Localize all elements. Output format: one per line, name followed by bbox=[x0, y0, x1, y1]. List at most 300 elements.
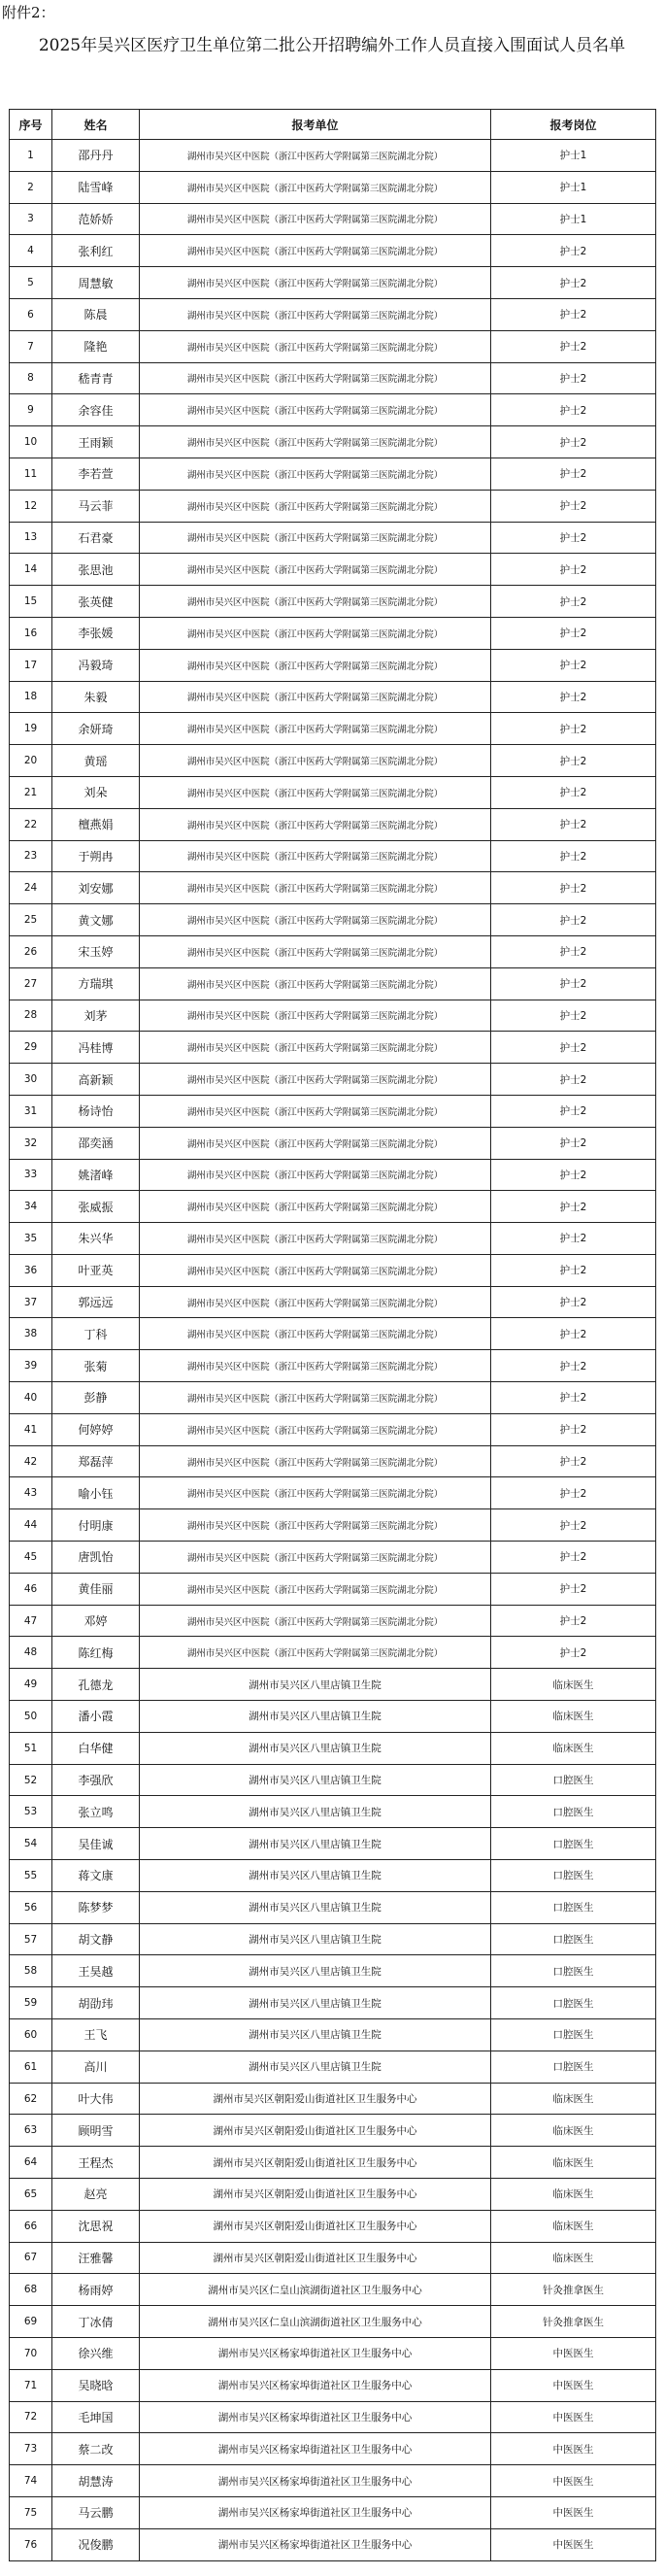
cell-no: 47 bbox=[10, 1605, 52, 1637]
cell-post: 口腔医生 bbox=[491, 2051, 656, 2083]
cell-no: 43 bbox=[10, 1477, 52, 1509]
cell-unit: 湖州市吴兴区朝阳爱山街道社区卫生服务中心 bbox=[140, 2147, 491, 2179]
cell-post: 护士2 bbox=[491, 649, 656, 681]
cell-no: 20 bbox=[10, 745, 52, 777]
table-row bbox=[10, 203, 656, 235]
cell-no: 62 bbox=[10, 2083, 52, 2115]
cell-name: 潘小霞 bbox=[52, 1701, 140, 1733]
cell-post: 护士2 bbox=[491, 1573, 656, 1605]
cell-no: 24 bbox=[10, 872, 52, 904]
table-row bbox=[10, 1095, 656, 1127]
cell-no: 31 bbox=[10, 1095, 52, 1127]
table-row bbox=[10, 840, 656, 872]
cell-name: 胡慧涛 bbox=[52, 2465, 140, 2497]
cell-post: 护士2 bbox=[491, 362, 656, 394]
cell-unit: 湖州市吴兴区中医院（浙江中医药大学附属第三医院湖北分院） bbox=[140, 1605, 491, 1637]
cell-unit: 湖州市吴兴区八里店镇卫生院 bbox=[140, 1828, 491, 1860]
table-row bbox=[10, 522, 656, 554]
cell-post: 护士2 bbox=[491, 1350, 656, 1382]
cell-name: 张思池 bbox=[52, 554, 140, 586]
cell-name: 朱兴华 bbox=[52, 1223, 140, 1255]
cell-unit: 湖州市吴兴区中医院（浙江中医药大学附属第三医院湖北分院） bbox=[140, 522, 491, 554]
cell-name: 于朔冉 bbox=[52, 840, 140, 872]
cell-name: 叶亚英 bbox=[52, 1254, 140, 1286]
cell-no: 32 bbox=[10, 1127, 52, 1159]
cell-post: 护士2 bbox=[491, 840, 656, 872]
cell-post: 护士2 bbox=[491, 1318, 656, 1350]
cell-no: 37 bbox=[10, 1286, 52, 1318]
cell-unit: 湖州市吴兴区中医院（浙江中医药大学附属第三医院湖北分院） bbox=[140, 1223, 491, 1255]
cell-post: 临床医生 bbox=[491, 2210, 656, 2242]
cell-name: 王飞 bbox=[52, 2019, 140, 2051]
table-row bbox=[10, 2528, 656, 2560]
table-row bbox=[10, 904, 656, 936]
table-row bbox=[10, 1732, 656, 1764]
table-row bbox=[10, 1860, 656, 1892]
cell-name: 沈思祝 bbox=[52, 2210, 140, 2242]
cell-no: 44 bbox=[10, 1509, 52, 1542]
cell-no: 72 bbox=[10, 2401, 52, 2433]
table-row bbox=[10, 1286, 656, 1318]
table-row bbox=[10, 1509, 656, 1542]
cell-unit: 湖州市吴兴区中医院（浙江中医药大学附属第三医院湖北分院） bbox=[140, 681, 491, 713]
table-row bbox=[10, 2051, 656, 2083]
cell-no: 52 bbox=[10, 1764, 52, 1796]
cell-name: 黄文娜 bbox=[52, 904, 140, 936]
cell-name: 张利红 bbox=[52, 235, 140, 267]
cell-post: 护士2 bbox=[491, 967, 656, 1000]
cell-post: 护士2 bbox=[491, 554, 656, 586]
cell-unit: 湖州市吴兴区八里店镇卫生院 bbox=[140, 1732, 491, 1764]
table-row bbox=[10, 362, 656, 394]
table-row bbox=[10, 1477, 656, 1509]
cell-no: 23 bbox=[10, 840, 52, 872]
cell-name: 刘朵 bbox=[52, 776, 140, 808]
cell-no: 46 bbox=[10, 1573, 52, 1605]
cell-no: 22 bbox=[10, 808, 52, 840]
cell-name: 余容佳 bbox=[52, 394, 140, 426]
cell-post: 护士2 bbox=[491, 1127, 656, 1159]
cell-unit: 湖州市吴兴区中医院（浙江中医药大学附属第三医院湖北分院） bbox=[140, 1477, 491, 1509]
cell-no: 50 bbox=[10, 1701, 52, 1733]
cell-name: 彭静 bbox=[52, 1382, 140, 1414]
cell-post: 护士2 bbox=[491, 586, 656, 618]
cell-unit: 湖州市吴兴区中医院（浙江中医药大学附属第三医院湖北分院） bbox=[140, 776, 491, 808]
cell-no: 28 bbox=[10, 1000, 52, 1032]
cell-no: 49 bbox=[10, 1669, 52, 1701]
cell-no: 29 bbox=[10, 1032, 52, 1064]
cell-post: 口腔医生 bbox=[491, 1923, 656, 1955]
cell-unit: 湖州市吴兴区中医院（浙江中医药大学附属第三医院湖北分院） bbox=[140, 203, 491, 235]
cell-unit: 湖州市吴兴区中医院（浙江中医药大学附属第三医院湖北分院） bbox=[140, 617, 491, 649]
cell-unit: 湖州市吴兴区中医院（浙江中医药大学附属第三医院湖北分院） bbox=[140, 649, 491, 681]
cell-no: 68 bbox=[10, 2274, 52, 2306]
cell-post: 临床医生 bbox=[491, 2147, 656, 2179]
cell-unit: 湖州市吴兴区八里店镇卫生院 bbox=[140, 1764, 491, 1796]
table-row bbox=[10, 426, 656, 458]
cell-post: 护士2 bbox=[491, 1095, 656, 1127]
cell-post: 护士2 bbox=[491, 267, 656, 299]
cell-name: 刘茅 bbox=[52, 1000, 140, 1032]
cell-name: 郑磊萍 bbox=[52, 1445, 140, 1477]
cell-post: 护士2 bbox=[491, 1223, 656, 1255]
table-row bbox=[10, 1542, 656, 1574]
cell-post: 护士2 bbox=[491, 1254, 656, 1286]
cell-no: 21 bbox=[10, 776, 52, 808]
cell-unit: 湖州市吴兴区朝阳爱山街道社区卫生服务中心 bbox=[140, 2083, 491, 2115]
cell-no: 34 bbox=[10, 1191, 52, 1223]
cell-post: 临床医生 bbox=[491, 1669, 656, 1701]
cell-unit: 湖州市吴兴区中医院（浙江中医药大学附属第三医院湖北分院） bbox=[140, 1573, 491, 1605]
cell-post: 护士2 bbox=[491, 808, 656, 840]
table-row bbox=[10, 330, 656, 362]
cell-no: 19 bbox=[10, 713, 52, 745]
cell-unit: 湖州市吴兴区中医院（浙江中医药大学附属第三医院湖北分院） bbox=[140, 840, 491, 872]
cell-name: 周慧敏 bbox=[52, 267, 140, 299]
cell-post: 临床医生 bbox=[491, 2115, 656, 2147]
cell-no: 30 bbox=[10, 1064, 52, 1096]
table-row bbox=[10, 2147, 656, 2179]
cell-name: 胡文静 bbox=[52, 1923, 140, 1955]
table-row bbox=[10, 1445, 656, 1477]
table-row bbox=[10, 2210, 656, 2242]
cell-unit: 湖州市吴兴区杨家埠街道社区卫生服务中心 bbox=[140, 2369, 491, 2401]
cell-post: 口腔医生 bbox=[491, 1860, 656, 1892]
table-row bbox=[10, 1573, 656, 1605]
cell-unit: 湖州市吴兴区中医院（浙江中医药大学附属第三医院湖北分院） bbox=[140, 394, 491, 426]
cell-name: 王程杰 bbox=[52, 2147, 140, 2179]
cell-name: 杨雨婷 bbox=[52, 2274, 140, 2306]
table-row bbox=[10, 2433, 656, 2465]
table-row bbox=[10, 1828, 656, 1860]
cell-name: 孔德龙 bbox=[52, 1669, 140, 1701]
cell-post: 护士2 bbox=[491, 1509, 656, 1542]
cell-no: 60 bbox=[10, 2019, 52, 2051]
cell-post: 口腔医生 bbox=[491, 2019, 656, 2051]
table-row bbox=[10, 267, 656, 299]
cell-post: 中医医生 bbox=[491, 2369, 656, 2401]
cell-unit: 湖州市吴兴区中医院（浙江中医药大学附属第三医院湖北分院） bbox=[140, 1382, 491, 1414]
table-row bbox=[10, 808, 656, 840]
table-row bbox=[10, 2179, 656, 2211]
cell-post: 护士2 bbox=[491, 235, 656, 267]
table-row bbox=[10, 2242, 656, 2274]
cell-name: 邵奕涵 bbox=[52, 1127, 140, 1159]
cell-name: 汪雅馨 bbox=[52, 2242, 140, 2274]
cell-unit: 湖州市吴兴区中医院（浙江中医药大学附属第三医院湖北分院） bbox=[140, 1191, 491, 1223]
cell-unit: 湖州市吴兴区中医院（浙江中医药大学附属第三医院湖北分院） bbox=[140, 1542, 491, 1574]
cell-unit: 湖州市吴兴区仁皇山滨湖街道社区卫生服务中心 bbox=[140, 2306, 491, 2338]
cell-name: 范娇娇 bbox=[52, 203, 140, 235]
cell-unit: 湖州市吴兴区中医院（浙江中医药大学附属第三医院湖北分院） bbox=[140, 362, 491, 394]
cell-post: 口腔医生 bbox=[491, 1891, 656, 1923]
cell-unit: 湖州市吴兴区中医院（浙江中医药大学附属第三医院湖北分院） bbox=[140, 1000, 491, 1032]
cell-no: 33 bbox=[10, 1159, 52, 1191]
cell-unit: 湖州市吴兴区中医院（浙江中医药大学附属第三医院湖北分院） bbox=[140, 1509, 491, 1542]
table-row bbox=[10, 2115, 656, 2147]
cell-no: 8 bbox=[10, 362, 52, 394]
cell-no: 67 bbox=[10, 2242, 52, 2274]
table-row bbox=[10, 458, 656, 490]
cell-no: 13 bbox=[10, 522, 52, 554]
cell-post: 护士2 bbox=[491, 298, 656, 330]
attachment-label: 附件2： bbox=[2, 4, 55, 21]
cell-post: 护士1 bbox=[491, 171, 656, 203]
cell-no: 48 bbox=[10, 1637, 52, 1669]
cell-unit: 湖州市吴兴区八里店镇卫生院 bbox=[140, 1923, 491, 1955]
cell-post: 中医医生 bbox=[491, 2401, 656, 2433]
cell-unit: 湖州市吴兴区中医院（浙江中医药大学附属第三医院湖北分院） bbox=[140, 1064, 491, 1096]
cell-unit: 湖州市吴兴区中医院（浙江中医药大学附属第三医院湖北分院） bbox=[140, 586, 491, 618]
table-row bbox=[10, 2274, 656, 2306]
cell-post: 护士2 bbox=[491, 1542, 656, 1574]
cell-no: 15 bbox=[10, 586, 52, 618]
cell-unit: 湖州市吴兴区朝阳爱山街道社区卫生服务中心 bbox=[140, 2242, 491, 2274]
cell-name: 李强欣 bbox=[52, 1764, 140, 1796]
cell-unit: 湖州市吴兴区中医院（浙江中医药大学附属第三医院湖北分院） bbox=[140, 490, 491, 522]
cell-post: 护士2 bbox=[491, 745, 656, 777]
column-header-unit: 报考单位 bbox=[140, 110, 491, 140]
cell-post: 针灸推拿医生 bbox=[491, 2274, 656, 2306]
cell-no: 2 bbox=[10, 171, 52, 203]
cell-unit: 湖州市吴兴区中医院（浙江中医药大学附属第三医院湖北分院） bbox=[140, 1413, 491, 1445]
cell-post: 护士2 bbox=[491, 1000, 656, 1032]
cell-post: 中医医生 bbox=[491, 2337, 656, 2369]
table-row bbox=[10, 140, 656, 172]
cell-name: 黄瑶 bbox=[52, 745, 140, 777]
cell-name: 蒋文康 bbox=[52, 1860, 140, 1892]
cell-name: 高川 bbox=[52, 2051, 140, 2083]
cell-name: 陈红梅 bbox=[52, 1637, 140, 1669]
cell-unit: 湖州市吴兴区中医院（浙江中医药大学附属第三医院湖北分院） bbox=[140, 1254, 491, 1286]
cell-unit: 湖州市吴兴区中医院（浙江中医药大学附属第三医院湖北分院） bbox=[140, 330, 491, 362]
cell-unit: 湖州市吴兴区中医院（浙江中医药大学附属第三医院湖北分院） bbox=[140, 1095, 491, 1127]
cell-post: 口腔医生 bbox=[491, 1987, 656, 2019]
table-row bbox=[10, 2019, 656, 2051]
cell-unit: 湖州市吴兴区中医院（浙江中医药大学附属第三医院湖北分院） bbox=[140, 745, 491, 777]
table-row bbox=[10, 1891, 656, 1923]
table-row bbox=[10, 617, 656, 649]
table-row bbox=[10, 554, 656, 586]
table-row bbox=[10, 1127, 656, 1159]
cell-unit: 湖州市吴兴区中医院（浙江中医药大学附属第三医院湖北分院） bbox=[140, 554, 491, 586]
cell-post: 护士2 bbox=[491, 394, 656, 426]
cell-post: 临床医生 bbox=[491, 1732, 656, 1764]
cell-post: 护士2 bbox=[491, 1064, 656, 1096]
cell-no: 71 bbox=[10, 2369, 52, 2401]
cell-name: 王昊越 bbox=[52, 1955, 140, 1987]
cell-no: 39 bbox=[10, 1350, 52, 1382]
table-header-row bbox=[10, 110, 656, 140]
cell-name: 李张媛 bbox=[52, 617, 140, 649]
cell-no: 36 bbox=[10, 1254, 52, 1286]
table-row bbox=[10, 872, 656, 904]
table-row bbox=[10, 1223, 656, 1255]
cell-no: 64 bbox=[10, 2147, 52, 2179]
cell-post: 口腔医生 bbox=[491, 1764, 656, 1796]
cell-name: 张菊 bbox=[52, 1350, 140, 1382]
cell-unit: 湖州市吴兴区杨家埠街道社区卫生服务中心 bbox=[140, 2465, 491, 2497]
cell-no: 27 bbox=[10, 967, 52, 1000]
cell-no: 65 bbox=[10, 2179, 52, 2211]
cell-unit: 湖州市吴兴区杨家埠街道社区卫生服务中心 bbox=[140, 2496, 491, 2528]
table-row bbox=[10, 235, 656, 267]
cell-no: 63 bbox=[10, 2115, 52, 2147]
cell-name: 叶大伟 bbox=[52, 2083, 140, 2115]
table-row bbox=[10, 1413, 656, 1445]
table-row bbox=[10, 1382, 656, 1414]
cell-unit: 湖州市吴兴区中医院（浙江中医药大学附属第三医院湖北分院） bbox=[140, 140, 491, 172]
table-row bbox=[10, 1701, 656, 1733]
cell-unit: 湖州市吴兴区中医院（浙江中医药大学附属第三医院湖北分院） bbox=[140, 1318, 491, 1350]
cell-no: 73 bbox=[10, 2433, 52, 2465]
cell-no: 25 bbox=[10, 904, 52, 936]
cell-unit: 湖州市吴兴区八里店镇卫生院 bbox=[140, 1891, 491, 1923]
cell-post: 护士2 bbox=[491, 490, 656, 522]
cell-no: 4 bbox=[10, 235, 52, 267]
cell-name: 隆艳 bbox=[52, 330, 140, 362]
cell-no: 69 bbox=[10, 2306, 52, 2338]
cell-post: 口腔医生 bbox=[491, 1955, 656, 1987]
cell-unit: 湖州市吴兴区杨家埠街道社区卫生服务中心 bbox=[140, 2433, 491, 2465]
cell-no: 10 bbox=[10, 426, 52, 458]
cell-post: 护士2 bbox=[491, 1159, 656, 1191]
table-row bbox=[10, 171, 656, 203]
document-title: 2025年吴兴区医疗卫生单位第二批公开招聘编外工作人员直接入围面试人员名单 bbox=[38, 36, 626, 55]
cell-no: 74 bbox=[10, 2465, 52, 2497]
cell-no: 26 bbox=[10, 935, 52, 967]
cell-unit: 湖州市吴兴区朝阳爱山街道社区卫生服务中心 bbox=[140, 2115, 491, 2147]
cell-unit: 湖州市吴兴区中医院（浙江中医药大学附属第三医院湖北分院） bbox=[140, 171, 491, 203]
cell-name: 何婷婷 bbox=[52, 1413, 140, 1445]
cell-name: 刘安娜 bbox=[52, 872, 140, 904]
cell-no: 14 bbox=[10, 554, 52, 586]
cell-no: 59 bbox=[10, 1987, 52, 2019]
cell-no: 5 bbox=[10, 267, 52, 299]
table-row bbox=[10, 935, 656, 967]
cell-no: 57 bbox=[10, 1923, 52, 1955]
cell-name: 张英健 bbox=[52, 586, 140, 618]
cell-unit: 湖州市吴兴区中医院（浙江中医药大学附属第三医院湖北分院） bbox=[140, 808, 491, 840]
cell-unit: 湖州市吴兴区中医院（浙江中医药大学附属第三医院湖北分院） bbox=[140, 235, 491, 267]
table-row bbox=[10, 298, 656, 330]
cell-unit: 湖州市吴兴区朝阳爱山街道社区卫生服务中心 bbox=[140, 2210, 491, 2242]
cell-no: 3 bbox=[10, 203, 52, 235]
cell-unit: 湖州市吴兴区中医院（浙江中医药大学附属第三医院湖北分院） bbox=[140, 1350, 491, 1382]
table-row bbox=[10, 2306, 656, 2338]
cell-post: 护士2 bbox=[491, 872, 656, 904]
cell-name: 檀燕娟 bbox=[52, 808, 140, 840]
table-row bbox=[10, 1764, 656, 1796]
cell-unit: 湖州市吴兴区八里店镇卫生院 bbox=[140, 1669, 491, 1701]
cell-unit: 湖州市吴兴区八里店镇卫生院 bbox=[140, 1860, 491, 1892]
cell-post: 护士2 bbox=[491, 1382, 656, 1414]
cell-post: 护士2 bbox=[491, 426, 656, 458]
cell-unit: 湖州市吴兴区八里店镇卫生院 bbox=[140, 1701, 491, 1733]
cell-post: 口腔医生 bbox=[491, 1828, 656, 1860]
cell-post: 中医医生 bbox=[491, 2528, 656, 2560]
cell-unit: 湖州市吴兴区中医院（浙江中医药大学附属第三医院湖北分院） bbox=[140, 1159, 491, 1191]
cell-name: 黄佳丽 bbox=[52, 1573, 140, 1605]
cell-name: 喻小钰 bbox=[52, 1477, 140, 1509]
cell-unit: 湖州市吴兴区中医院（浙江中医药大学附属第三医院湖北分院） bbox=[140, 426, 491, 458]
cell-post: 护士2 bbox=[491, 904, 656, 936]
table-row bbox=[10, 1350, 656, 1382]
table-row bbox=[10, 1669, 656, 1701]
cell-unit: 湖州市吴兴区中医院（浙江中医药大学附属第三医院湖北分院） bbox=[140, 713, 491, 745]
table-row bbox=[10, 1159, 656, 1191]
cell-no: 61 bbox=[10, 2051, 52, 2083]
column-header-post: 报考岗位 bbox=[491, 110, 656, 140]
table-row bbox=[10, 776, 656, 808]
cell-post: 护士2 bbox=[491, 1605, 656, 1637]
cell-name: 赵亮 bbox=[52, 2179, 140, 2211]
cell-unit: 湖州市吴兴区中医院（浙江中医药大学附属第三医院湖北分院） bbox=[140, 935, 491, 967]
cell-unit: 湖州市吴兴区杨家埠街道社区卫生服务中心 bbox=[140, 2337, 491, 2369]
cell-name: 徐兴维 bbox=[52, 2337, 140, 2369]
cell-name: 唐凯怡 bbox=[52, 1542, 140, 1574]
cell-unit: 湖州市吴兴区中医院（浙江中医药大学附属第三医院湖北分院） bbox=[140, 872, 491, 904]
cell-unit: 湖州市吴兴区中医院（浙江中医药大学附属第三医院湖北分院） bbox=[140, 904, 491, 936]
table-row bbox=[10, 745, 656, 777]
cell-no: 54 bbox=[10, 1828, 52, 1860]
cell-name: 陈梦梦 bbox=[52, 1891, 140, 1923]
cell-name: 杨诗怡 bbox=[52, 1095, 140, 1127]
table-row bbox=[10, 1191, 656, 1223]
cell-name: 嵇青青 bbox=[52, 362, 140, 394]
cell-name: 余妍琦 bbox=[52, 713, 140, 745]
cell-name: 顾明雪 bbox=[52, 2115, 140, 2147]
cell-unit: 湖州市吴兴区中医院（浙江中医药大学附属第三医院湖北分院） bbox=[140, 1032, 491, 1064]
cell-post: 护士1 bbox=[491, 140, 656, 172]
cell-post: 口腔医生 bbox=[491, 1796, 656, 1828]
cell-post: 临床医生 bbox=[491, 1701, 656, 1733]
cell-no: 35 bbox=[10, 1223, 52, 1255]
cell-post: 临床医生 bbox=[491, 2242, 656, 2274]
cell-post: 护士2 bbox=[491, 1637, 656, 1669]
cell-name: 丁冰倩 bbox=[52, 2306, 140, 2338]
cell-post: 中医医生 bbox=[491, 2433, 656, 2465]
cell-name: 姚渚峰 bbox=[52, 1159, 140, 1191]
cell-name: 朱毅 bbox=[52, 681, 140, 713]
cell-name: 邵丹丹 bbox=[52, 140, 140, 172]
cell-name: 陈晨 bbox=[52, 298, 140, 330]
cell-name: 冯毅琦 bbox=[52, 649, 140, 681]
cell-post: 临床医生 bbox=[491, 2179, 656, 2211]
cell-no: 9 bbox=[10, 394, 52, 426]
cell-no: 12 bbox=[10, 490, 52, 522]
cell-name: 况俊鹏 bbox=[52, 2528, 140, 2560]
cell-post: 护士2 bbox=[491, 1477, 656, 1509]
cell-name: 吴佳诚 bbox=[52, 1828, 140, 1860]
cell-post: 中医医生 bbox=[491, 2496, 656, 2528]
cell-name: 石君豪 bbox=[52, 522, 140, 554]
cell-post: 针灸推拿医生 bbox=[491, 2306, 656, 2338]
cell-no: 70 bbox=[10, 2337, 52, 2369]
cell-unit: 湖州市吴兴区中医院（浙江中医药大学附属第三医院湖北分院） bbox=[140, 1127, 491, 1159]
cell-unit: 湖州市吴兴区八里店镇卫生院 bbox=[140, 1987, 491, 2019]
table-row bbox=[10, 2465, 656, 2497]
cell-unit: 湖州市吴兴区杨家埠街道社区卫生服务中心 bbox=[140, 2401, 491, 2433]
cell-post: 护士2 bbox=[491, 1413, 656, 1445]
column-header-no: 序号 bbox=[10, 110, 52, 140]
cell-unit: 湖州市吴兴区仁皇山滨湖街道社区卫生服务中心 bbox=[140, 2274, 491, 2306]
cell-name: 李若萱 bbox=[52, 458, 140, 490]
cell-no: 76 bbox=[10, 2528, 52, 2560]
table-row bbox=[10, 2496, 656, 2528]
cell-unit: 湖州市吴兴区八里店镇卫生院 bbox=[140, 1796, 491, 1828]
table-row bbox=[10, 2337, 656, 2369]
